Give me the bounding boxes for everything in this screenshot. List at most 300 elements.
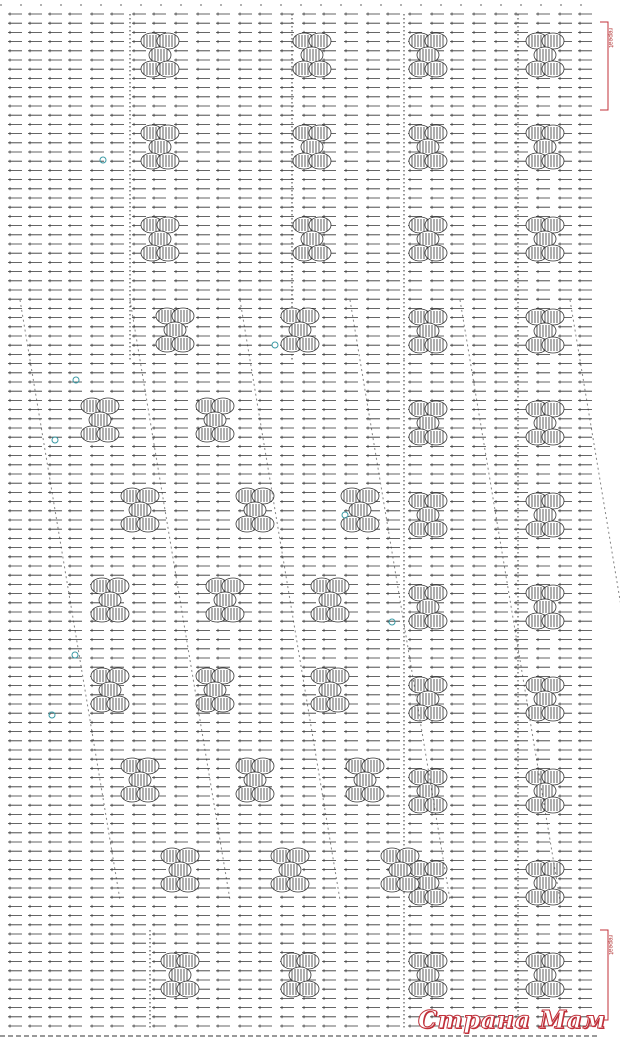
stitch-symbol <box>302 933 316 936</box>
stitch-symbol <box>152 601 166 604</box>
stitch-symbol <box>472 592 486 595</box>
stitch-symbol <box>68 831 82 834</box>
stitch-symbol <box>514 519 528 522</box>
stitch-symbol <box>494 114 508 117</box>
stitch-symbol <box>494 279 508 282</box>
stitch-symbol <box>258 951 272 954</box>
stitch-symbol <box>494 224 508 227</box>
stitch-symbol <box>216 270 230 273</box>
stitch-symbol <box>28 427 42 430</box>
stitch-symbol <box>216 979 230 982</box>
stitch-symbol <box>48 638 62 641</box>
stitch-symbol <box>450 868 464 871</box>
stitch-symbol <box>344 657 358 660</box>
stitch-symbol <box>216 491 230 494</box>
stitch-symbol <box>132 427 146 430</box>
stitch-symbol <box>8 353 22 356</box>
stitch-symbol <box>344 831 358 834</box>
stitch-symbol <box>386 546 400 549</box>
stitch-symbol <box>344 868 358 871</box>
stitch-symbol <box>152 942 166 945</box>
stitch-symbol <box>514 509 528 512</box>
stitch-symbol <box>366 362 380 365</box>
stitch-symbol <box>238 417 252 420</box>
stitch-symbol <box>258 537 272 540</box>
stitch-symbol <box>472 40 486 43</box>
stitch-symbol <box>322 933 336 936</box>
stitch-symbol <box>280 390 294 393</box>
stitch-symbol <box>90 68 104 71</box>
stitch-symbol <box>366 703 380 706</box>
stitch-symbol <box>48 565 62 568</box>
stitch-symbol <box>578 960 592 963</box>
stitch-symbol <box>472 997 486 1000</box>
stitch-symbol <box>344 933 358 936</box>
stitch-symbol <box>8 555 22 558</box>
stitch-symbol <box>366 887 380 890</box>
stitch-symbol <box>258 841 272 844</box>
stitch-symbol <box>302 528 316 531</box>
stitch-symbol <box>366 905 380 908</box>
stitch-symbol <box>8 528 22 531</box>
stitch-symbol <box>90 482 104 485</box>
stitch-symbol <box>152 454 166 457</box>
stitch-symbol <box>152 1015 166 1018</box>
stitch-symbol <box>386 758 400 761</box>
stitch-symbol <box>578 252 592 255</box>
stitch-symbol <box>302 537 316 540</box>
stitch-symbol <box>258 923 272 926</box>
stitch-symbol <box>366 399 380 402</box>
stitch-symbol <box>386 519 400 522</box>
stitch-symbol <box>8 500 22 503</box>
accent-marker <box>72 652 78 658</box>
stitch-symbol <box>68 390 82 393</box>
stitch-symbol <box>174 629 188 632</box>
stitch-symbol <box>110 381 124 384</box>
stitch-symbol <box>450 445 464 448</box>
stitch-symbol <box>386 206 400 209</box>
stitch-symbol <box>450 178 464 181</box>
stitch-symbol <box>48 399 62 402</box>
stitch-symbol <box>238 362 252 365</box>
stitch-symbol <box>386 537 400 540</box>
stitch-symbol <box>472 206 486 209</box>
stitch-symbol <box>578 804 592 807</box>
stitch-symbol <box>344 215 358 218</box>
stitch-symbol <box>238 114 252 117</box>
stitch-symbol <box>258 362 272 365</box>
stitch-symbol <box>152 979 166 982</box>
stitch-symbol <box>132 482 146 485</box>
stitch-symbol <box>472 482 486 485</box>
stitch-symbol <box>558 59 572 62</box>
stitch-symbol <box>322 749 336 752</box>
stitch-symbol <box>408 197 422 200</box>
stitch-symbol <box>68 436 82 439</box>
stitch-symbol <box>90 960 104 963</box>
stitch-symbol <box>430 86 444 89</box>
stitch-symbol <box>68 289 82 292</box>
stitch-symbol <box>8 785 22 788</box>
stitch-symbol <box>110 68 124 71</box>
stitch-symbol <box>450 344 464 347</box>
stitch-symbol <box>258 1015 272 1018</box>
stitch-symbol <box>258 95 272 98</box>
stitch-symbol <box>450 712 464 715</box>
stitch-symbol <box>344 1025 358 1028</box>
stitch-symbol <box>28 169 42 172</box>
stitch-symbol <box>280 647 294 650</box>
stitch-symbol <box>68 546 82 549</box>
stitch-symbol <box>450 822 464 825</box>
stitch-symbol <box>472 850 486 853</box>
stitch-symbol <box>302 95 316 98</box>
stitch-symbol <box>8 77 22 80</box>
stitch-symbol <box>302 730 316 733</box>
stitch-symbol <box>132 289 146 292</box>
stitch-symbol <box>408 841 422 844</box>
stitch-symbol <box>366 463 380 466</box>
stitch-symbol <box>90 169 104 172</box>
stitch-symbol <box>28 611 42 614</box>
stitch-symbol <box>366 620 380 623</box>
stitch-symbol <box>152 298 166 301</box>
stitch-symbol <box>578 565 592 568</box>
shell-motif <box>281 953 319 997</box>
stitch-symbol <box>494 169 508 172</box>
stitch-symbol <box>28 114 42 117</box>
stitch-symbol <box>110 132 124 135</box>
stitch-symbol <box>344 979 358 982</box>
stitch-symbol <box>280 362 294 365</box>
stitch-symbol <box>238 427 252 430</box>
stitch-symbol <box>68 31 82 34</box>
stitch-symbol <box>450 49 464 52</box>
stitch-symbol <box>132 666 146 669</box>
stitch-symbol <box>90 325 104 328</box>
stitch-symbol <box>472 831 486 834</box>
stitch-symbol <box>238 859 252 862</box>
stitch-symbol <box>494 362 508 365</box>
stitch-symbol <box>8 601 22 604</box>
stitch-symbol <box>90 988 104 991</box>
stitch-symbol <box>68 721 82 724</box>
stitch-symbol <box>386 187 400 190</box>
stitch-symbol <box>344 877 358 880</box>
stitch-symbol <box>302 1025 316 1028</box>
stitch-symbol <box>344 463 358 466</box>
stitch-symbol <box>68 666 82 669</box>
stitch-symbol <box>578 187 592 190</box>
stitch-symbol <box>494 942 508 945</box>
stitch-symbol <box>344 206 358 209</box>
stitch-symbol <box>48 289 62 292</box>
stitch-symbol <box>322 261 336 264</box>
stitch-symbol <box>386 325 400 328</box>
stitch-symbol <box>430 206 444 209</box>
stitch-symbol <box>8 261 22 264</box>
stitch-symbol <box>280 519 294 522</box>
stitch-symbol <box>68 997 82 1000</box>
stitch-symbol <box>408 105 422 108</box>
stitch-symbol <box>68 49 82 52</box>
stitch-symbol <box>110 896 124 899</box>
stitch-symbol <box>514 647 528 650</box>
stitch-symbol <box>132 620 146 623</box>
stitch-symbol <box>322 436 336 439</box>
stitch-symbol <box>28 988 42 991</box>
stitch-symbol <box>196 261 210 264</box>
stitch-symbol <box>8 887 22 890</box>
stitch-symbol <box>28 463 42 466</box>
stitch-symbol <box>174 187 188 190</box>
stitch-symbol <box>494 252 508 255</box>
stitch-symbol <box>90 206 104 209</box>
stitch-symbol <box>196 224 210 227</box>
stitch-symbol <box>238 178 252 181</box>
stitch-symbol <box>302 289 316 292</box>
stitch-symbol <box>450 95 464 98</box>
stitch-symbol <box>8 684 22 687</box>
stitch-symbol <box>216 95 230 98</box>
stitch-symbol <box>68 13 82 16</box>
stitch-symbol <box>280 749 294 752</box>
stitch-symbol <box>408 454 422 457</box>
stitch-symbol <box>110 141 124 144</box>
stitch-symbol <box>152 565 166 568</box>
stitch-symbol <box>386 822 400 825</box>
stitch-symbol <box>90 923 104 926</box>
stitch-symbol <box>68 675 82 678</box>
stitch-symbol <box>174 95 188 98</box>
stitch-symbol <box>450 371 464 374</box>
stitch-symbol <box>238 868 252 871</box>
stitch-symbol <box>216 77 230 80</box>
stitch-symbol <box>196 491 210 494</box>
stitch-symbol <box>216 509 230 512</box>
stitch-symbol <box>472 362 486 365</box>
stitch-symbol <box>258 371 272 374</box>
stitch-symbol <box>8 1025 22 1028</box>
stitch-symbol <box>322 537 336 540</box>
stitch-symbol <box>408 555 422 558</box>
stitch-symbol <box>28 270 42 273</box>
stitch-symbol <box>152 721 166 724</box>
stitch-symbol <box>514 877 528 880</box>
stitch-symbol <box>472 859 486 862</box>
stitch-symbol <box>196 31 210 34</box>
stitch-symbol <box>450 473 464 476</box>
stitch-symbol <box>344 951 358 954</box>
stitch-symbol <box>514 730 528 733</box>
stitch-symbol <box>174 463 188 466</box>
stitch-symbol <box>366 647 380 650</box>
stitch-symbol <box>238 399 252 402</box>
stitch-symbol <box>68 804 82 807</box>
stitch-symbol <box>450 721 464 724</box>
stitch-symbol <box>514 105 528 108</box>
stitch-symbol <box>302 114 316 117</box>
stitch-symbol <box>28 482 42 485</box>
stitch-symbol <box>196 325 210 328</box>
stitch-symbol <box>558 215 572 218</box>
stitch-symbol <box>48 252 62 255</box>
stitch-symbol <box>68 344 82 347</box>
stitch-symbol <box>90 335 104 338</box>
stitch-symbol <box>366 859 380 862</box>
stitch-symbol <box>238 279 252 282</box>
stitch-symbol <box>90 224 104 227</box>
stitch-symbol <box>110 206 124 209</box>
stitch-symbol <box>280 730 294 733</box>
stitch-symbol <box>514 353 528 356</box>
stitch-symbol <box>494 611 508 614</box>
stitch-symbol <box>514 933 528 936</box>
stitch-symbol <box>408 942 422 945</box>
stitch-symbol <box>280 712 294 715</box>
stitch-symbol <box>8 979 22 982</box>
stitch-symbol <box>578 86 592 89</box>
stitch-symbol <box>558 601 572 604</box>
stitch-symbol <box>28 362 42 365</box>
stitch-symbol <box>558 307 572 310</box>
stitch-symbol <box>132 279 146 282</box>
stitch-symbol <box>110 77 124 80</box>
stitch-symbol <box>132 905 146 908</box>
stitch-symbol <box>90 123 104 126</box>
stitch-symbol <box>386 289 400 292</box>
stitch-symbol <box>8 767 22 770</box>
stitch-symbol <box>430 482 444 485</box>
stitch-symbol <box>366 344 380 347</box>
stitch-symbol <box>558 767 572 770</box>
stitch-symbol <box>8 519 22 522</box>
stitch-symbol <box>344 601 358 604</box>
stitch-symbol <box>280 1015 294 1018</box>
stitch-symbol <box>196 776 210 779</box>
stitch-symbol <box>238 951 252 954</box>
stitch-symbol <box>8 335 22 338</box>
stitch-symbol <box>258 206 272 209</box>
stitch-symbol <box>558 859 572 862</box>
stitch-symbol <box>28 68 42 71</box>
stitch-symbol <box>68 500 82 503</box>
stitch-symbol <box>578 169 592 172</box>
shell-motif <box>409 677 447 721</box>
stitch-symbol <box>558 509 572 512</box>
stitch-symbol <box>8 114 22 117</box>
stitch-symbol <box>238 841 252 844</box>
stitch-symbol <box>152 353 166 356</box>
stitch-symbol <box>536 187 550 190</box>
stitch-symbol <box>132 850 146 853</box>
stitch-symbol <box>68 252 82 255</box>
stitch-symbol <box>216 537 230 540</box>
stitch-symbol <box>216 224 230 227</box>
stitch-symbol <box>152 712 166 715</box>
stitch-symbol <box>132 914 146 917</box>
stitch-symbol <box>578 988 592 991</box>
stitch-symbol <box>386 197 400 200</box>
stitch-symbol <box>430 555 444 558</box>
stitch-symbol <box>514 381 528 384</box>
stitch-symbol <box>258 749 272 752</box>
stitch-symbol <box>28 509 42 512</box>
stitch-symbol <box>408 206 422 209</box>
stitch-symbol <box>48 491 62 494</box>
stitch-symbol <box>90 316 104 319</box>
stitch-symbol <box>132 197 146 200</box>
stitch-symbol <box>258 887 272 890</box>
stitch-symbol <box>408 758 422 761</box>
stitch-symbol <box>152 86 166 89</box>
stitch-symbol <box>536 666 550 669</box>
stitch-symbol <box>258 703 272 706</box>
stitch-symbol <box>514 546 528 549</box>
stitch-symbol <box>578 316 592 319</box>
stitch-symbol <box>472 77 486 80</box>
stitch-symbol <box>344 169 358 172</box>
stitch-symbol <box>386 666 400 669</box>
stitch-symbol <box>514 270 528 273</box>
stitch-symbol <box>514 813 528 816</box>
stitch-symbol <box>216 178 230 181</box>
stitch-symbol <box>68 693 82 696</box>
stitch-symbol <box>110 233 124 236</box>
stitch-symbol <box>430 831 444 834</box>
stitch-symbol <box>302 500 316 503</box>
stitch-symbol <box>196 730 210 733</box>
stitch-symbol <box>8 703 22 706</box>
stitch-symbol <box>152 325 166 328</box>
stitch-symbol <box>110 362 124 365</box>
stitch-symbol <box>578 114 592 117</box>
stitch-symbol <box>8 574 22 577</box>
stitch-symbol <box>344 997 358 1000</box>
stitch-symbol <box>386 77 400 80</box>
stitch-symbol <box>68 914 82 917</box>
stitch-symbol <box>366 261 380 264</box>
stitch-symbol <box>472 813 486 816</box>
stitch-symbol <box>578 13 592 16</box>
stitch-symbol <box>494 739 508 742</box>
stitch-symbol <box>48 933 62 936</box>
stitch-symbol <box>216 307 230 310</box>
stitch-symbol <box>494 785 508 788</box>
stitch-symbol <box>472 270 486 273</box>
stitch-symbol <box>258 307 272 310</box>
stitch-symbol <box>174 289 188 292</box>
stitch-symbol <box>472 638 486 641</box>
stitch-symbol <box>110 473 124 476</box>
stitch-symbol <box>280 279 294 282</box>
stitch-symbol <box>322 463 336 466</box>
stitch-symbol <box>366 40 380 43</box>
stitch-symbol <box>558 703 572 706</box>
stitch-symbol <box>152 436 166 439</box>
stitch-symbol <box>494 233 508 236</box>
stitch-symbol <box>132 933 146 936</box>
stitch-symbol <box>132 1025 146 1028</box>
stitch-symbol <box>258 13 272 16</box>
stitch-symbol <box>48 546 62 549</box>
stitch-symbol <box>48 49 62 52</box>
stitch-symbol <box>558 206 572 209</box>
stitch-symbol <box>174 592 188 595</box>
stitch-symbol <box>110 261 124 264</box>
stitch-symbol <box>196 942 210 945</box>
